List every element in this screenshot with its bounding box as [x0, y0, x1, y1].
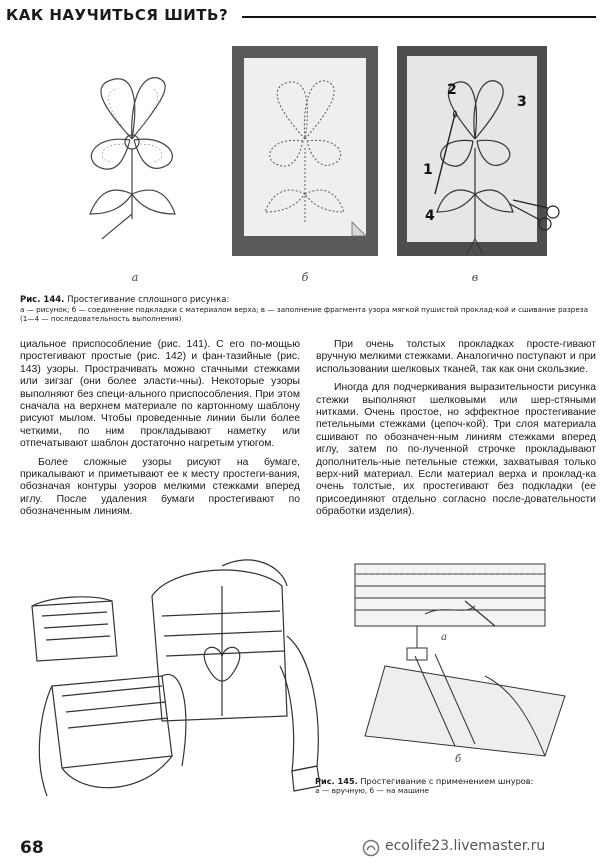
figure-145-caption-title	[315, 776, 595, 786]
quilted-bags-drawing	[22, 556, 340, 818]
figure-144-caption-label: Рис. 144.	[20, 295, 65, 305]
paragraph-right-2: Иногда для подчеркивания выразительности рисунка стежки выполняют шелковыми или шер-стяными нитками. Очень простое, но эффектное простегивание петельными стежками (цепоч-кой). Три слоя материала сшивают по обозначен-ным линиям стежками вперед иглу, затем по по-лученной строчке прокладывают дополнитель-ные петельные стежки, захватывая только верх-ний материал. Если материал верха и проклад-ка очень толстые, их простегивают без подкладки (ее присоединяют отдельно согласно после-довательности обработки изделия).	[316, 382, 596, 518]
figure-144-caption-text: а — рисунок; б — соединение подкладки с материалом верха; в — заполнение фрагмента узора мягкой пушистой проклад-кой и сшивание разреза (1—4 — последовательность выполнения)	[20, 305, 588, 323]
cord-quilting-drawing	[345, 556, 595, 766]
paragraph-left-2: Более сложные узоры рисуют на бумаге, прикалывают и приметывают ее к месту простеги-вания, обозначая контуры узоров мелкими стежками вперед иглу. После удаления бумаги простегивают по обозначенным линиям.	[20, 456, 300, 518]
figure-145	[345, 556, 595, 766]
page-title: КАК НАУЧИТЬСЯ ШИТЬ?	[6, 6, 229, 24]
step-number-3: 3	[517, 94, 527, 110]
step-number-2: 2	[447, 82, 457, 98]
watermark-text: ecolife23.livemaster.ru	[385, 838, 546, 854]
panel-letter-a: а	[131, 271, 139, 284]
paragraph-right-1: При очень толстых прокладках просте-гивают вручную мелкими стежками. Аналогично поступают и при использовании шелковых тканей, так как они скользкие.	[316, 339, 596, 375]
figure-144-caption-heading: Простегивание сплошного рисунка:	[67, 295, 230, 305]
panel-letter-145a: а	[441, 632, 447, 643]
figure-144-panel-b	[230, 44, 380, 284]
figure-145-caption-heading: Простегивание с применением шнуров:	[360, 776, 534, 786]
text-column-right	[316, 339, 596, 525]
bags-illustration	[22, 556, 340, 818]
figure-145-caption-text: а — вручную, б — на машине	[315, 786, 429, 795]
panel-letter-c: в	[471, 271, 479, 284]
figure-144-panel-c	[395, 44, 560, 284]
figure-144-caption-title	[20, 296, 590, 305]
flower-drawing	[60, 44, 210, 269]
text-column-left	[20, 339, 300, 525]
figure-145-caption	[315, 776, 595, 796]
livemaster-logo-icon	[362, 839, 380, 857]
panel-letter-145b: б	[455, 754, 462, 765]
figure-144-caption	[20, 296, 590, 323]
step-number-4: 4	[425, 208, 435, 224]
panel-letter-b: б	[301, 271, 309, 284]
paragraph-left-1: циальное приспособление (рис. 141). С его по-мощью простегивают простые (рис. 142) и фан-тазийные (рис. 143) узоры. Прострачивать можно стачными стежками или зигзаг (они более эласти-чны). Некоторые узоры выполняют без специ-ального приспособления. При этом сначала на верхнем материале по картонному шаблону рисуют мылом. Чтобы проведенные линии были более четкими, по ним прокладывают наметку или отпечатывают шаблон достаточно нагретым утюгом.	[20, 339, 300, 450]
figure-145-caption-label: Рис. 145.	[315, 776, 358, 786]
figure-144	[60, 44, 560, 284]
step-number-1: 1	[423, 162, 433, 178]
quilting-steps-drawing	[395, 44, 560, 269]
dotted-pattern-drawing	[230, 44, 380, 269]
page-number: 68	[20, 838, 44, 858]
page-header	[6, 6, 596, 28]
header-rule	[242, 16, 596, 18]
figure-144-panel-a	[60, 44, 210, 284]
